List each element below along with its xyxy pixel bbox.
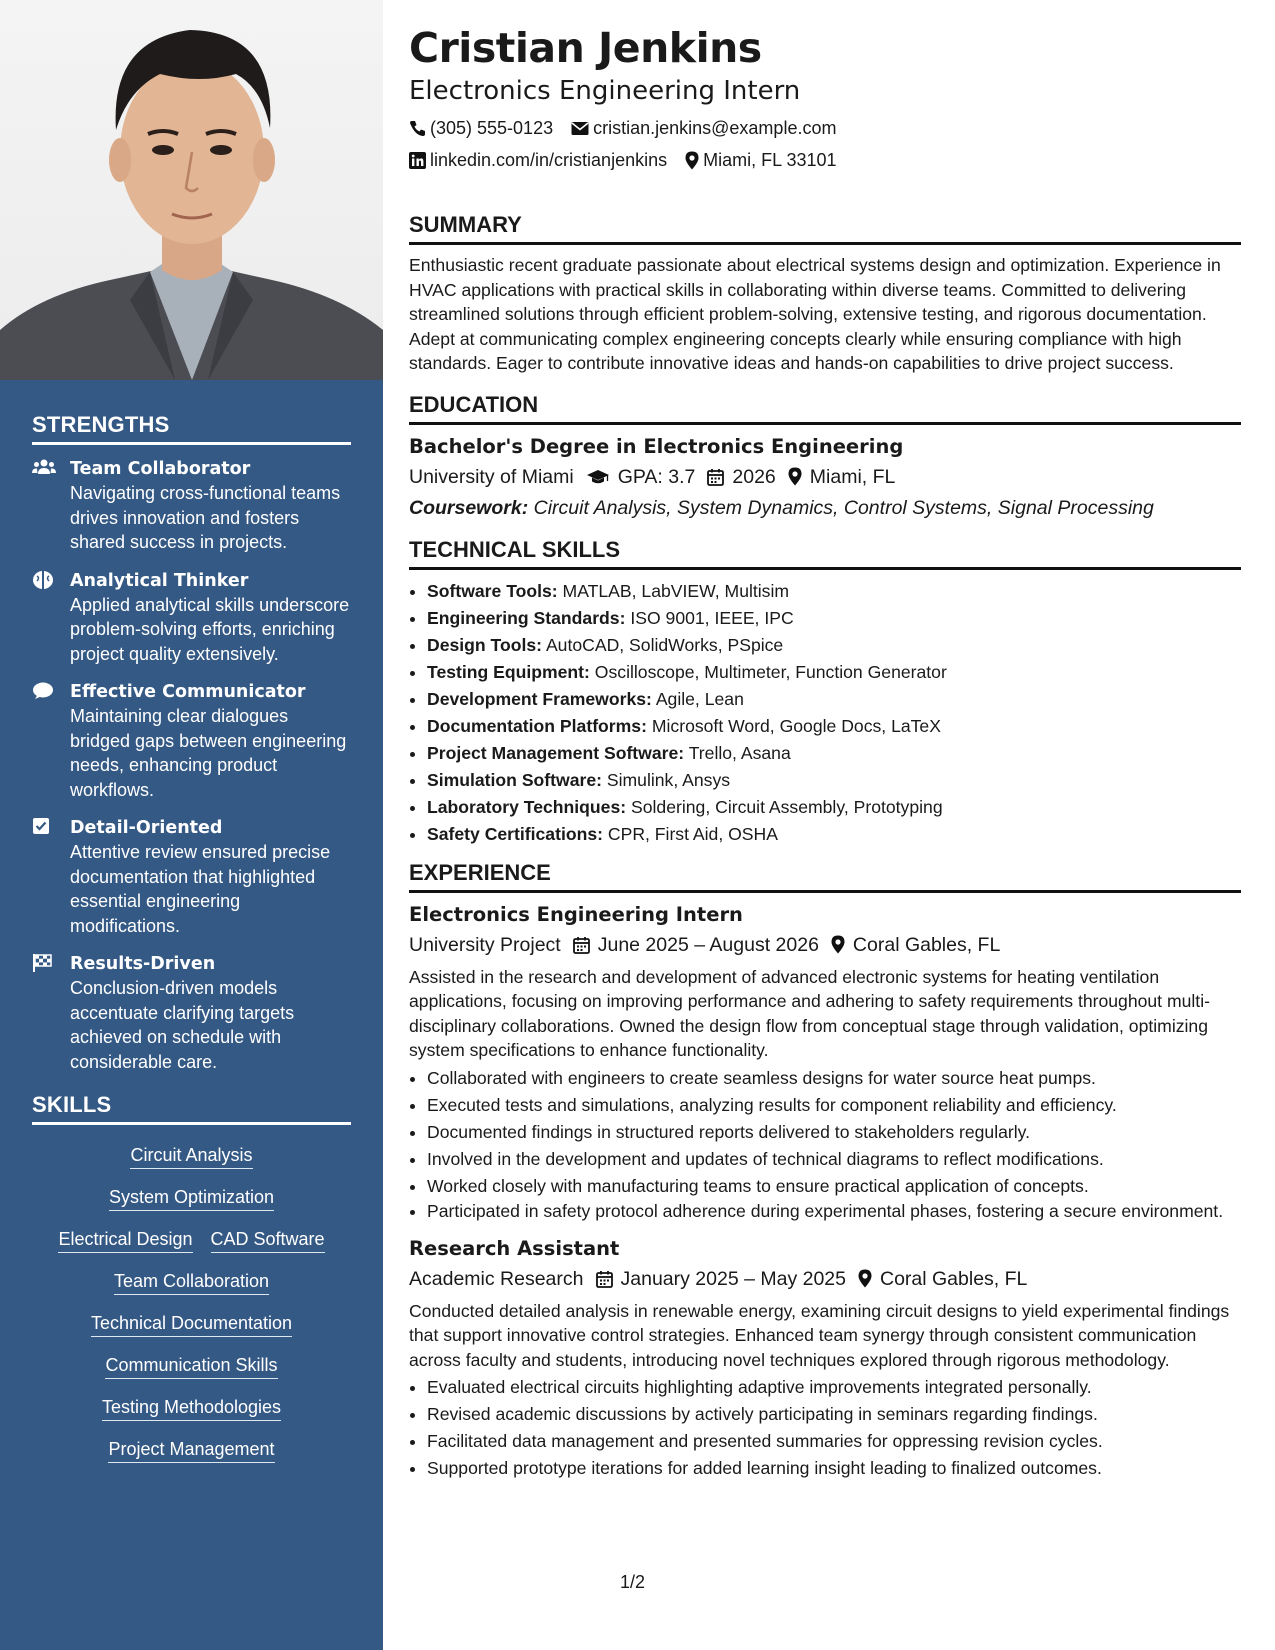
phone-contact[interactable] — [409, 112, 553, 144]
list-item: • Involved in the development and updates of technical diagrams to reflect modifications. — [427, 1146, 1241, 1173]
strength-title: Results-Driven — [70, 954, 216, 974]
linkedin-contact[interactable] — [409, 144, 667, 176]
skill-label: Development Frameworks: — [427, 688, 652, 709]
list-item — [427, 713, 1241, 740]
graduation-year: 2026 — [732, 465, 776, 488]
phone-text: (305) 555-0123 — [430, 118, 554, 138]
strength-title: Analytical Thinker — [70, 570, 249, 591]
technical-skills-heading: TECHNICAL SKILLS — [409, 537, 1241, 570]
skills-heading: SKILLS — [32, 1092, 351, 1125]
skill-label: Safety Certifications: — [427, 823, 603, 844]
map-pin-icon — [831, 935, 845, 954]
strength-description: Applied analytical skills underscore problem-solving efforts, enriching project quality extensively. — [70, 594, 350, 664]
job-bullets — [409, 1065, 1241, 1223]
job-org: Academic Research — [409, 1267, 584, 1290]
profile-photo — [0, 0, 383, 380]
map-pin-icon — [788, 467, 802, 486]
skill-tag: CAD Software — [211, 1227, 325, 1253]
linkedin-icon — [409, 152, 426, 169]
page-number: 1/2 — [620, 1572, 646, 1592]
strength-description: Maintaining clear dialogues bridged gaps between engineering needs, enhancing product workflows. — [70, 706, 347, 800]
coursework-label: Coursework: — [409, 496, 529, 519]
candidate-name: Cristian Jenkins — [409, 24, 762, 72]
skill-label: Project Management Software: — [427, 742, 685, 763]
list-item — [427, 578, 1241, 605]
skill-tag: System Optimization — [109, 1185, 274, 1211]
skills-list — [32, 1137, 351, 1463]
graduation-cap-icon — [586, 469, 610, 485]
list-item: • Executed tests and simulations, analyzing results for component reliability and efficiency. — [427, 1092, 1241, 1119]
list-item: • Worked closely with manufacturing teams to ensure practical application of concepts. — [427, 1173, 1241, 1200]
list-item: • Participated in safety protocol adherence during experimental phases, fostering a secure environment. — [427, 1200, 1241, 1223]
flag-checkered-icon — [32, 952, 70, 1074]
skill-tag: Communication Skills — [105, 1353, 277, 1379]
contact-row — [409, 144, 1241, 176]
experience-heading: EXPERIENCE — [409, 860, 1241, 893]
comment-icon — [32, 680, 70, 802]
skill-value: Soldering, Circuit Assembly, Prototyping — [631, 796, 943, 817]
skill-label: Laboratory Techniques: — [427, 796, 627, 817]
strength-description: Navigating cross-functional teams drives innovation and fosters shared success in projects. — [70, 483, 341, 552]
skill-tag: Project Management — [108, 1437, 274, 1463]
job-entry — [409, 901, 1241, 1223]
strength-item — [32, 457, 351, 555]
skill-label: Testing Equipment: — [427, 661, 590, 682]
phone-icon — [409, 120, 426, 137]
profile-photo-illustration — [0, 0, 383, 380]
list-item — [427, 821, 1241, 848]
map-pin-icon — [685, 151, 699, 170]
sidebar — [0, 0, 383, 1650]
skill-value: MATLAB, LabVIEW, Multisim — [562, 580, 790, 601]
skill-label: Design Tools: — [427, 634, 543, 655]
summary-text: Enthusiastic recent graduate passionate about electrical systems design and optimization. Experience in HVAC applications with practical skills in collaborating within diverse teams. Committed to delivering streamlined solutions through efficient problem-solving, extensive testing, and rigorous documentation. Adept at communicating complex engineering concepts clearly while ensuring compliance with high standards. Eager to contribute innovative ideas and hands-on capabilities to drive project success. — [409, 255, 1221, 373]
job-location: Coral Gables, FL — [852, 933, 1001, 956]
list-item — [427, 767, 1241, 794]
list-item: • Documented findings in structured reports delivered to stakeholders regularly. — [427, 1119, 1241, 1146]
school-name: University of Miami — [409, 465, 574, 488]
list-item — [427, 794, 1241, 821]
job-meta — [409, 929, 1241, 961]
skill-value: Simulink, Ansys — [606, 769, 731, 790]
checkbox-icon — [32, 816, 70, 938]
list-item — [427, 632, 1241, 659]
skill-value: ISO 9001, IEEE, IPC — [630, 607, 794, 628]
job-org: University Project — [409, 933, 561, 956]
skill-label: Engineering Standards: — [427, 607, 626, 628]
brain-icon — [32, 569, 70, 667]
strength-title: Effective Communicator — [70, 682, 306, 702]
job-title: Research Assistant — [409, 1236, 620, 1260]
linkedin-text: linkedin.com/in/cristianjenkins — [430, 150, 668, 170]
list-item — [427, 740, 1241, 767]
skill-label: Software Tools: — [427, 580, 558, 601]
users-icon — [32, 457, 70, 555]
email-text: cristian.jenkins@example.com — [593, 118, 837, 138]
main-content — [409, 22, 1241, 1482]
skill-value: Microsoft Word, Google Docs, LaTeX — [651, 715, 941, 736]
calendar-icon — [573, 936, 590, 954]
strength-title: Team Collaborator — [70, 459, 251, 479]
gpa: GPA: 3.7 — [617, 465, 696, 488]
skill-label: Simulation Software: — [427, 769, 602, 790]
list-item: • Supported prototype iterations for added learning insight leading to finalized outcomes. — [427, 1455, 1241, 1482]
strength-item — [32, 680, 351, 802]
skill-value: CPR, First Aid, OSHA — [607, 823, 778, 844]
strength-title: Detail-Oriented — [70, 818, 223, 838]
list-item — [427, 659, 1241, 686]
list-item: • Revised academic discussions by actively participating in seminars regarding findings. — [427, 1401, 1241, 1428]
technical-skills-list — [409, 578, 1241, 848]
list-item — [427, 605, 1241, 632]
degree-title: Bachelor's Degree in Electronics Engineering — [409, 434, 904, 458]
job-location: Coral Gables, FL — [880, 1267, 1028, 1290]
list-item: • Evaluated electrical circuits highlighting adaptive improvements integrated personally. — [427, 1374, 1241, 1401]
strength-item — [32, 952, 351, 1074]
envelope-icon — [571, 121, 589, 136]
list-item — [427, 686, 1241, 713]
location-text: Miami, FL 33101 — [703, 150, 837, 170]
strength-description: Attentive review ensured precise documentation that highlighted essential engineering modifications. — [70, 842, 331, 936]
skill-value: Trello, Asana — [688, 742, 791, 763]
school-location: Miami, FL — [809, 465, 896, 488]
skill-tag: Team Collaboration — [114, 1269, 269, 1295]
strength-description: Conclusion-driven models accentuate clarifying targets achieved on schedule with considerable care. — [70, 978, 295, 1072]
sidebar-content — [32, 412, 351, 1463]
skill-value: Oscilloscope, Multimeter, Function Generator — [594, 661, 947, 682]
job-entry — [409, 1235, 1241, 1483]
job-bullets — [409, 1374, 1241, 1482]
map-pin-icon — [858, 1269, 872, 1288]
education-heading: EDUCATION — [409, 392, 1241, 425]
summary-heading: SUMMARY — [409, 212, 1241, 245]
list-item: • Facilitated data management and presented summaries for oppressing revision cycles. — [427, 1428, 1241, 1455]
skill-label: Documentation Platforms: — [427, 715, 647, 736]
skill-tag: Circuit Analysis — [130, 1143, 252, 1169]
skill-tag: Testing Methodologies — [102, 1395, 281, 1421]
skill-value: AutoCAD, SolidWorks, PSpice — [545, 634, 784, 655]
job-title: Electronics Engineering Intern — [409, 902, 743, 926]
job-meta — [409, 1263, 1241, 1295]
calendar-icon — [707, 468, 724, 486]
skill-tag: Technical Documentation — [91, 1311, 292, 1337]
education-meta — [409, 461, 1241, 493]
job-description: Assisted in the research and development of advanced electronic systems for heating ventilation applications, focusing on improving performance and adhering to safety requirements throughout multi-disciplinary collaborations. Owned the design flow from conceptual stage through validation, optimizing system specifications to enhance functionality. — [409, 966, 1210, 1060]
skill-value: Agile, Lean — [655, 688, 744, 709]
coursework — [409, 493, 1241, 523]
job-description: Conducted detailed analysis in renewable energy, examining circuit designs to yield experimental findings that support innovative control strategies. Enhanced team synergy through consistent communication across faculty and students, introducing novel techniques explored through rigorous methodology. — [409, 1300, 1230, 1370]
coursework-list: Circuit Analysis, System Dynamics, Control Systems, Signal Processing — [533, 496, 1154, 519]
list-item: • Collaborated with engineers to create seamless designs for water source heat pumps. — [427, 1065, 1241, 1092]
candidate-role: Electronics Engineering Intern — [409, 76, 801, 106]
location-contact — [685, 144, 836, 176]
job-dates: January 2025 – May 2025 — [620, 1267, 846, 1290]
strength-item — [32, 816, 351, 938]
job-dates: June 2025 – August 2026 — [597, 933, 819, 956]
contact-row — [409, 112, 1241, 144]
email-contact[interactable] — [571, 112, 836, 144]
strength-item — [32, 569, 351, 667]
calendar-icon — [596, 1270, 613, 1288]
strengths-heading: STRENGTHS — [32, 412, 351, 445]
skill-tag: Electrical Design — [58, 1227, 192, 1253]
